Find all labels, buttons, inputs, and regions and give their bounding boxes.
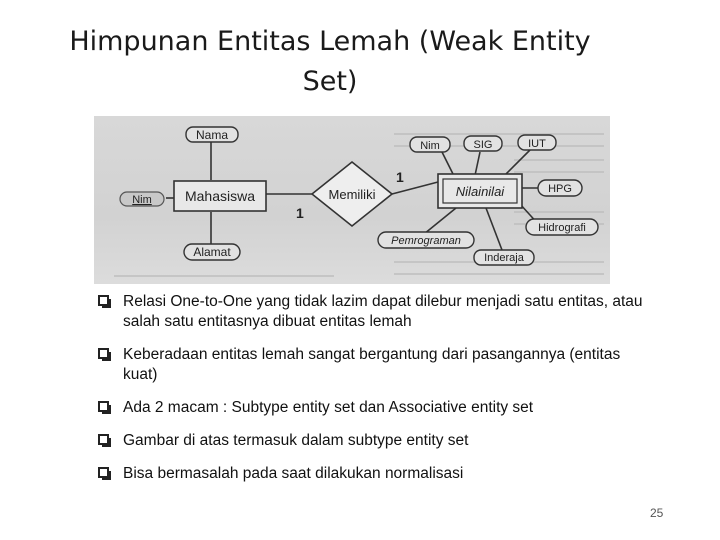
svg-text:Nim: Nim <box>420 140 440 152</box>
relationship-memiliki <box>312 162 392 226</box>
entity-mahasiswa <box>174 181 266 211</box>
er-diagram <box>94 116 610 284</box>
bullet-list <box>98 292 658 497</box>
attribute-pemrograman <box>378 232 474 248</box>
attribute-hpg <box>538 180 582 196</box>
er-diagram-image <box>94 116 610 284</box>
svg-text:Memiliki: Memiliki <box>328 187 376 202</box>
bullet-item: Relasi One-to-One yang tidak lazim dapat dilebur menjadi satu entitas, atau salah satu entitasnya dibuat entitas lemah <box>98 292 658 332</box>
attribute-sig <box>464 136 502 151</box>
svg-text:IUT: IUT <box>528 138 546 150</box>
slide-title: Himpunan Entitas Lemah (Weak Entity Set) <box>69 26 591 97</box>
svg-text:Hidrografi: Hidrografi <box>538 222 586 234</box>
svg-text:Inderaja: Inderaja <box>484 252 524 264</box>
bullet-item: Bisa bermasalah pada saat dilakukan normalisasi <box>98 464 658 484</box>
page-number: 25 <box>650 506 664 520</box>
attribute-hidrografi <box>526 219 598 235</box>
checkbox-bullet-icon <box>98 401 109 412</box>
svg-text:Pemrograman: Pemrograman <box>391 235 461 247</box>
checkbox-bullet-icon <box>98 295 109 306</box>
attribute-nim-key <box>120 192 164 206</box>
svg-text:Nama: Nama <box>195 128 229 142</box>
attribute-inderaja <box>474 250 534 265</box>
bullet-item: Keberadaan entitas lemah sangat bergantung dari pasangannya (entitas kuat) <box>98 345 658 385</box>
checkbox-bullet-icon <box>98 434 109 445</box>
attribute-nama <box>186 127 238 142</box>
svg-text:Nim: Nim <box>132 194 152 206</box>
checkbox-bullet-icon <box>98 348 109 359</box>
checkbox-bullet-icon <box>98 467 109 478</box>
cardinality-right: 1 <box>396 169 404 185</box>
svg-text:Mahasiswa: Mahasiswa <box>184 188 256 204</box>
svg-text:Alamat: Alamat <box>193 245 231 259</box>
attribute-iut <box>518 135 556 150</box>
bullet-item: Gambar di atas termasuk dalam subtype entity set <box>98 431 658 451</box>
cardinality-left: 1 <box>296 205 304 221</box>
attribute-nim <box>410 137 450 152</box>
bullet-item: Ada 2 macam : Subtype entity set dan Associative entity set <box>98 398 658 418</box>
attribute-alamat <box>184 244 240 260</box>
svg-text:Nilainilai: Nilainilai <box>455 184 505 199</box>
svg-text:SIG: SIG <box>473 139 493 151</box>
weak-entity-nilainilai <box>438 174 522 208</box>
svg-text:HPG: HPG <box>548 183 572 195</box>
